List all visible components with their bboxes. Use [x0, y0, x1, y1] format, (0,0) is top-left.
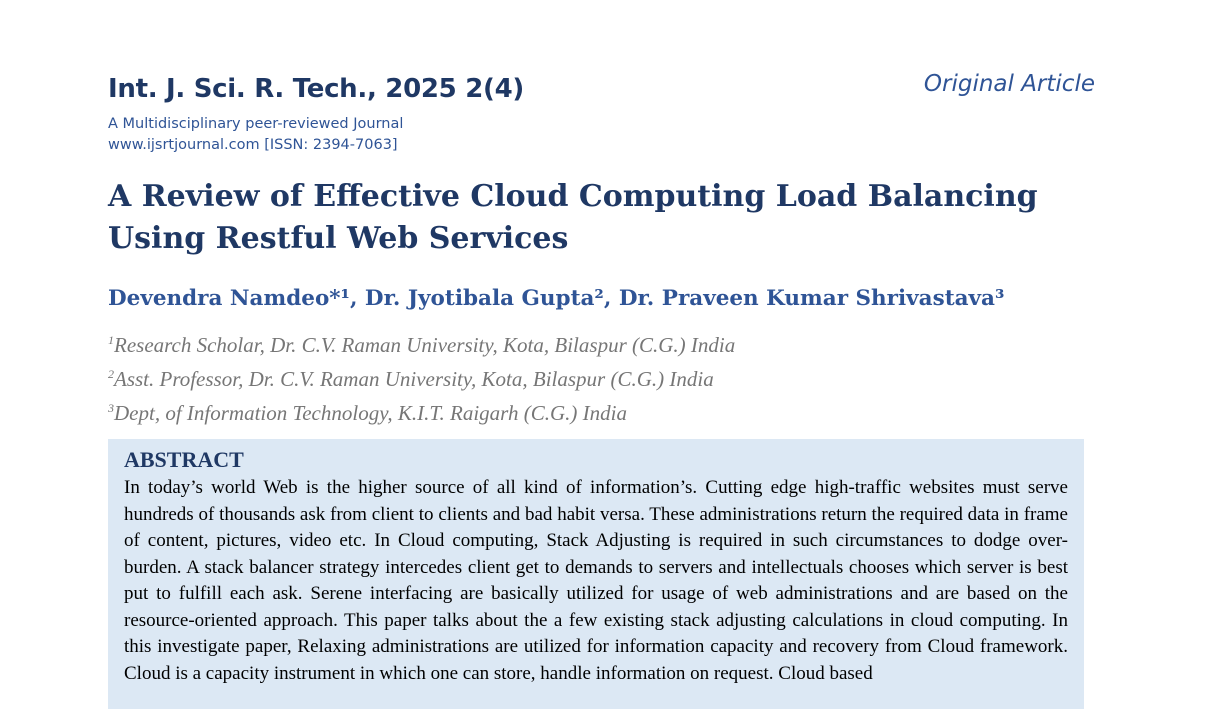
journal-info — [108, 114, 403, 156]
abstract-heading: ABSTRACT — [124, 447, 244, 472]
affiliation-item — [108, 360, 735, 394]
journal-website-issn[interactable]: www.ijsrtjournal.com [ISSN: 2394-7063] — [108, 137, 398, 153]
author-list: Devendra Namdeo*¹, Dr. Jyotibala Gupta², Dr. Praveen Kumar Shrivastava³ — [108, 286, 1005, 311]
affiliation-marker: 1 — [108, 333, 114, 347]
article-type-label: Original Article — [923, 71, 1095, 97]
affiliation-text: Asst. Professor, Dr. C.V. Raman University, Kota, Bilaspur (C.G.) India — [114, 367, 714, 391]
affiliation-item — [108, 326, 735, 360]
abstract-box — [108, 439, 1084, 709]
affiliation-marker: 2 — [108, 367, 114, 381]
paper-title: A Review of Effective Cloud Computing Load Balancing Using Restful Web Services — [108, 179, 1038, 256]
affiliation-list — [108, 326, 735, 428]
journal-subtitle: A Multidisciplinary peer-reviewed Journal — [108, 116, 404, 132]
affiliation-text: Dept, of Information Technology, K.I.T. Raigarh (C.G.) India — [114, 401, 627, 425]
journal-title: Int. J. Sci. R. Tech., 2025 2(4) — [108, 74, 524, 104]
abstract-text: In today’s world Web is the higher source of all kind of information’s. Cutting edge high-traffic websites must serve hundreds of thousands ask from client to clients and bad habit versa. These administrations return the required data in frame of content, pictures, video etc. In Cloud computing, Stack Adjusting is required in such circumstances to dodge over-burden. A stack balancer strategy intercedes client get to demands to servers and intellectuals chooses which server is best put to fulfill each ask. Serene interfacing are basically utilized for usage of web administrations and are based on the resource-oriented approach. This paper talks about the a few existing stack adjusting calculations in cloud computing. In this investigate paper, Relaxing administrations are utilized for information capacity and recovery from Cloud framework. Cloud is a capacity instrument in which one can store, handle information on request. Cloud based — [124, 477, 1068, 684]
affiliation-marker: 3 — [108, 401, 114, 415]
affiliation-item — [108, 394, 735, 428]
affiliation-text: Research Scholar, Dr. C.V. Raman University, Kota, Bilaspur (C.G.) India — [114, 333, 736, 357]
